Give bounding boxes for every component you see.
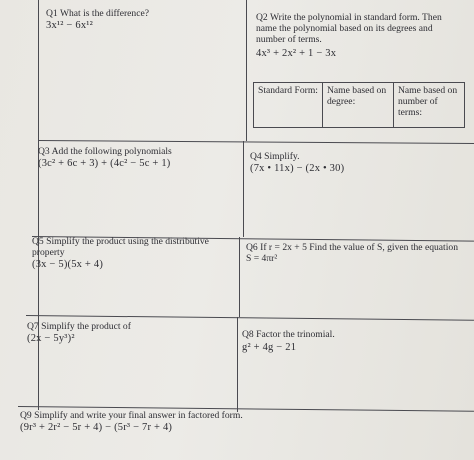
terms-name-label: Name based on number of terms:: [398, 85, 458, 118]
standard-form-cell[interactable]: [254, 83, 323, 128]
question-4: [250, 151, 465, 174]
left-border-line: [38, 0, 39, 410]
row-divider-1: [38, 140, 474, 144]
question-6-label: Q6 If r = 2x + 5 Find the value of S, given the equation S = 4πr²: [246, 242, 458, 264]
question-9: [20, 410, 320, 433]
question-8-label: Q8 Factor the trinomial.: [242, 329, 335, 340]
row-divider-3: [26, 315, 474, 321]
degree-name-cell[interactable]: [323, 83, 394, 128]
question-2-expression: 4x³ + 2x² + 1 − 3x: [256, 48, 337, 59]
question-3-expression: (3c² + 6c + 3) + (4c² − 5c + 1): [38, 158, 171, 169]
question-5-label: Q5 Simplify the product using the distributive property: [32, 236, 209, 258]
question-9-label: Q9 Simplify and write your final answer in factored form.: [20, 410, 243, 421]
question-2: [256, 12, 456, 59]
question-8: [242, 329, 452, 353]
question-5: [32, 236, 232, 270]
question-2-label: Q2 Write the polynomial in standard form. Then name the polynomial based on its degrees and number of terms.: [256, 12, 442, 45]
question-3: [38, 146, 238, 169]
terms-name-cell[interactable]: [394, 83, 465, 128]
standard-form-label: Standard Form:: [258, 85, 318, 96]
question-1-label: Q1 What is the difference?: [46, 8, 150, 19]
center-divider-line: [246, 0, 247, 141]
degree-name-label: Name based on degree:: [327, 85, 387, 107]
question-6: [246, 242, 464, 264]
question-4-label: Q4 Simplify.: [250, 151, 300, 162]
question-1: [46, 8, 241, 31]
center-divider-line: [237, 317, 238, 412]
question-7: [27, 321, 227, 344]
question-5-expression: (3x − 5)(5x + 4): [32, 259, 104, 270]
center-divider-line: [243, 141, 244, 237]
center-divider-line: [239, 237, 240, 317]
question-2-answer-table: [253, 82, 465, 128]
question-1-expression: 3x¹² − 6x¹²: [46, 20, 93, 31]
question-9-expression: (9r³ + 2r² − 5r + 4) − (5r³ − 7r + 4): [20, 422, 173, 433]
question-7-label: Q7 Simplify the product of: [27, 321, 131, 332]
question-8-expression: g² + 4g − 21: [242, 342, 297, 353]
question-7-expression: (2x − 5y³)²: [27, 333, 75, 344]
question-4-expression: (7x • 11x) − (2x • 30): [250, 163, 345, 174]
question-3-label: Q3 Add the following polynomials: [38, 146, 172, 157]
